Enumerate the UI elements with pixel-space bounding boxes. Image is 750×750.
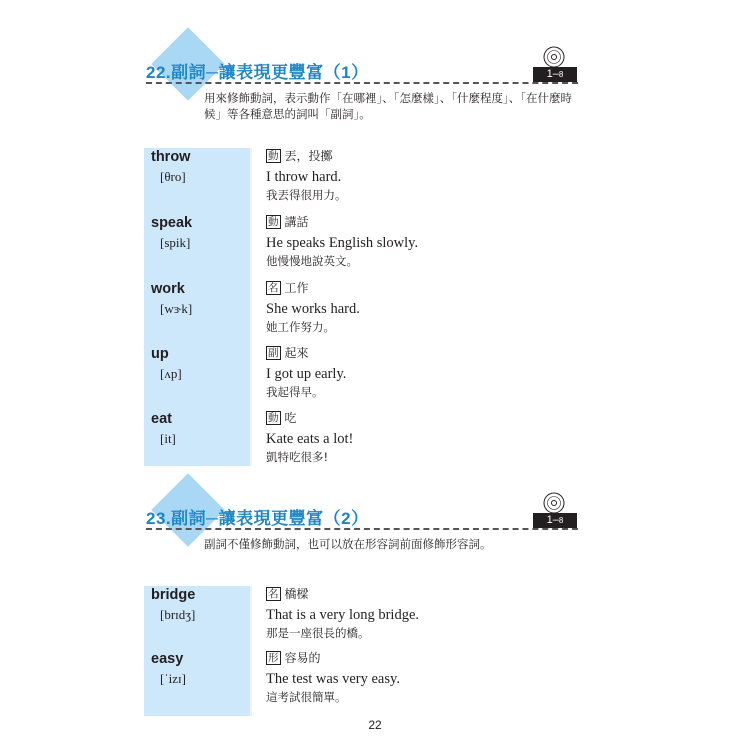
vocab-entry: [144, 650, 576, 716]
part-of-speech-tag: 動: [268, 412, 279, 424]
vocab-word: bridge: [151, 587, 196, 603]
example-chinese: 那是一座很長的橋。: [266, 626, 370, 640]
vocab-word: eat: [151, 411, 172, 427]
vocab-word: up: [151, 346, 169, 362]
definition-cell: [252, 280, 576, 345]
word-cell: [144, 214, 250, 280]
vocab-entry: [144, 148, 576, 214]
part-of-speech-tag: 形: [268, 652, 279, 664]
vocab-list-22: [144, 148, 576, 466]
vocab-word: easy: [151, 651, 184, 667]
section-description: 副詞不僅修飾動詞，也可以放在形容詞前面修飾形容詞。: [204, 537, 492, 551]
phonetic: [wɝk]: [160, 301, 193, 316]
example-chinese: 這考試很簡單。: [266, 690, 347, 704]
example-english: She works hard.: [266, 301, 360, 317]
meaning: 吃: [284, 411, 297, 425]
track-number-tag: 1–8: [533, 67, 577, 82]
word-cell: [144, 280, 250, 345]
vocab-word: work: [151, 281, 185, 297]
page-number: 22: [368, 718, 382, 732]
example-english: I throw hard.: [266, 169, 342, 185]
phonetic: [θro]: [160, 169, 186, 184]
definition-cell: [252, 345, 576, 410]
vocab-entry: [144, 410, 576, 466]
meaning: 橋樑: [284, 587, 309, 601]
dashed-divider: [146, 528, 578, 530]
track-number-tag: 1–8: [533, 513, 577, 528]
part-of-speech-tag: 動: [268, 216, 279, 228]
definition-cell: [252, 586, 576, 650]
part-of-speech-tag: 動: [268, 150, 279, 162]
example-chinese: 凱特吃很多!: [266, 450, 329, 464]
word-cell: [144, 410, 250, 466]
example-english: Kate eats a lot!: [266, 431, 354, 447]
phonetic: [ˈizɪ]: [160, 671, 186, 686]
meaning: 容易的: [284, 651, 321, 665]
vocab-entry: [144, 586, 576, 650]
phonetic: [spik]: [160, 235, 191, 250]
section-title: 22.副詞─讓表現更豐富（1）: [146, 63, 369, 82]
vocab-entry: [144, 280, 576, 345]
part-of-speech-tag: 名: [268, 282, 279, 294]
definition-cell: [252, 650, 576, 716]
example-chinese: 他慢慢地說英文。: [266, 254, 358, 268]
phonetic: [brɪdʒ]: [160, 607, 196, 622]
example-english: I got up early.: [266, 366, 347, 382]
section-title: 23.副詞─讓表現更豐富（2）: [146, 509, 369, 528]
phonetic: [ʌp]: [160, 366, 182, 381]
part-of-speech-tag: 副: [268, 347, 279, 359]
vocab-word: throw: [151, 149, 191, 165]
meaning: 丟，投擲: [284, 149, 333, 163]
word-cell: [144, 148, 250, 214]
part-of-speech-tag: 名: [268, 588, 279, 600]
meaning: 講話: [284, 215, 309, 229]
meaning: 起來: [284, 346, 309, 360]
vocab-list-23: [144, 586, 576, 716]
definition-cell: [252, 410, 576, 466]
cd-icon: [543, 492, 565, 514]
dashed-divider: [146, 82, 578, 84]
vocab-word: speak: [151, 215, 193, 231]
vocab-entry: [144, 214, 576, 280]
example-chinese: 我起得早。: [266, 385, 324, 399]
example-chinese: 她工作努力。: [266, 320, 335, 334]
example-english: The test was very easy.: [266, 671, 400, 687]
example-chinese: 我丟得很用力。: [266, 188, 347, 202]
word-cell: [144, 650, 250, 716]
vocab-entry: [144, 345, 576, 410]
meaning: 工作: [284, 281, 309, 295]
definition-cell: [252, 148, 576, 214]
cd-icon: [543, 46, 565, 68]
example-english: That is a very long bridge.: [266, 607, 420, 623]
section-description: 用來修飾動詞，表示動作「在哪裡」、「怎麼樣」、「什麼程度」、「在什麼時候」等各種意思的詞叫「副詞」。: [204, 91, 572, 121]
phonetic: [it]: [160, 431, 176, 446]
word-cell: [144, 586, 250, 650]
example-english: He speaks English slowly.: [266, 235, 419, 251]
definition-cell: [252, 214, 576, 280]
word-cell: [144, 345, 250, 410]
